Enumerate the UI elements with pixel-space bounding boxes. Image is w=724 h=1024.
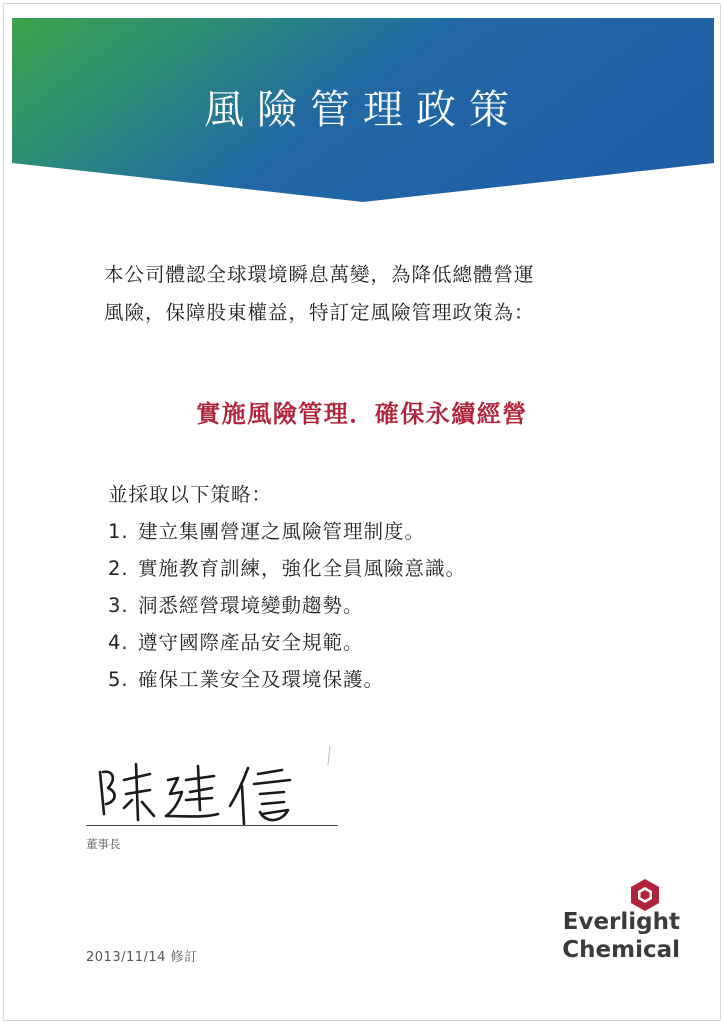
list-number: 5. <box>108 668 129 691</box>
list-item <box>108 665 628 702</box>
list-text: 遵守國際產品安全規範。 <box>138 631 364 654</box>
signature-role: 董事長 <box>86 837 121 851</box>
list-item <box>108 628 628 665</box>
list-number: 3. <box>108 594 129 617</box>
handwritten-signature <box>86 750 346 830</box>
logo-line-1: Everlight <box>562 909 680 935</box>
page-title: 風險管理政策 <box>204 87 522 133</box>
list-number: 2. <box>108 557 129 580</box>
strategy-list <box>108 517 628 702</box>
list-text: 建立集團營運之風險管理制度。 <box>138 520 426 543</box>
intro-paragraph <box>104 256 644 332</box>
company-logo-text <box>520 908 680 964</box>
list-item <box>108 591 628 628</box>
signature-line <box>86 825 338 826</box>
policy-motto: 實施風險管理．確保永續經營 <box>196 400 528 428</box>
list-text: 實施教育訓練，強化全員風險意識。 <box>138 557 467 580</box>
list-text: 確保工業安全及環境保護。 <box>138 668 385 691</box>
intro-line: 本公司體認全球環境瞬息萬變，為降低總體營運 <box>104 263 535 286</box>
list-text: 洞悉經營環境變動趨勢。 <box>138 594 364 617</box>
logo-line-2: Chemical <box>562 937 680 963</box>
strategy-section <box>108 480 628 702</box>
revision-date: 2013/11/14 修訂 <box>86 950 198 965</box>
list-number: 4. <box>108 631 129 654</box>
list-number: 1. <box>108 520 129 543</box>
stray-mark <box>326 745 332 767</box>
list-item <box>108 517 628 554</box>
intro-line: 風險，保障股東權益，特訂定風險管理政策為： <box>104 301 535 324</box>
list-item <box>108 554 628 591</box>
strategy-lead: 並採取以下策略： <box>108 483 273 506</box>
